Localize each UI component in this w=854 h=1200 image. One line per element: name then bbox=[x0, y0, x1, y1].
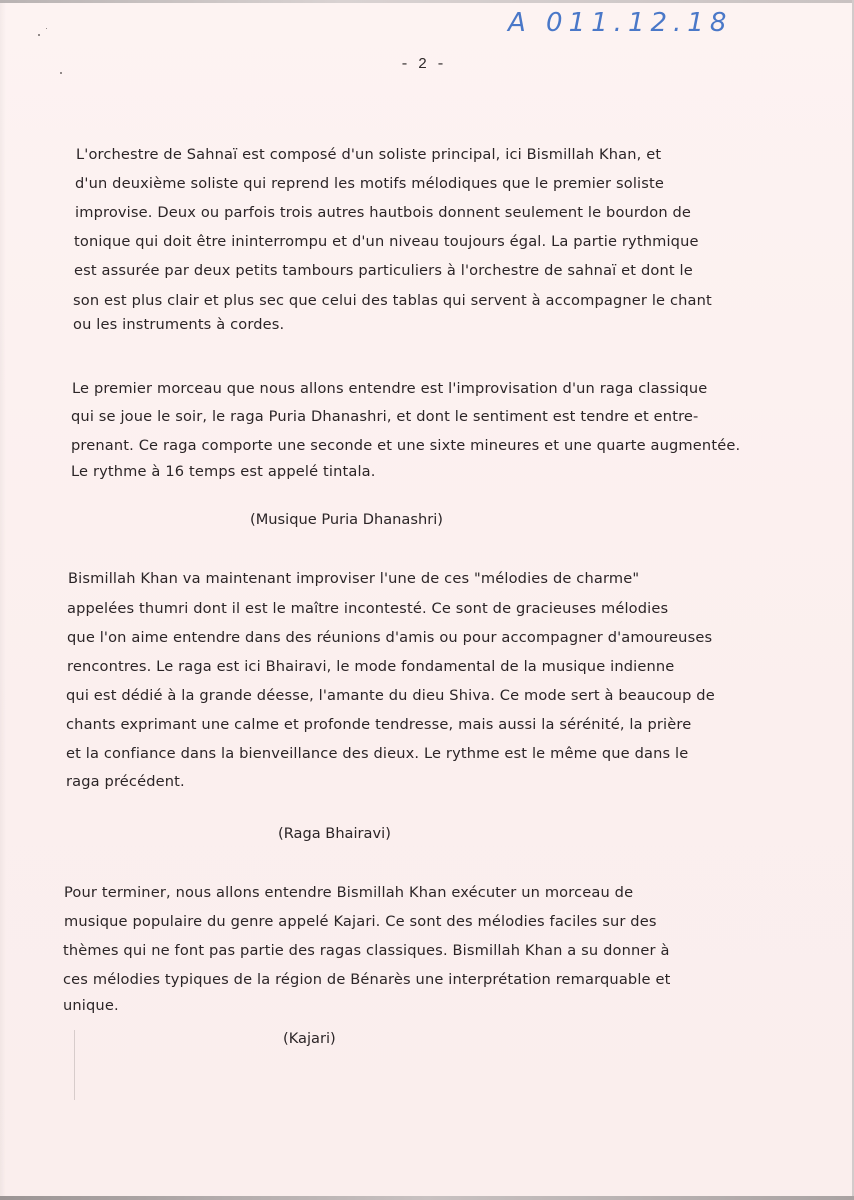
music-caption: (Kajari) bbox=[283, 1030, 336, 1047]
music-caption: (Musique Puria Dhanashri) bbox=[250, 511, 443, 528]
text-line: chants exprimant une calme et profonde tendresse, mais aussi la sérénité, la prière bbox=[66, 716, 692, 733]
page-number: - 2 - bbox=[400, 56, 446, 73]
text-line: Le premier morceau que nous allons entendre est l'improvisation d'un raga classique bbox=[72, 380, 708, 397]
paper-speck bbox=[46, 28, 47, 29]
page-bottom-edge bbox=[0, 1196, 854, 1200]
text-line: unique. bbox=[63, 997, 119, 1014]
page-top-edge bbox=[0, 0, 854, 3]
text-line: improvise. Deux ou parfois trois autres hautbois donnent seulement le bourdon de bbox=[75, 204, 692, 221]
text-line: L'orchestre de Sahnaï est composé d'un soliste principal, ici Bismillah Khan, et bbox=[76, 146, 662, 163]
text-line: son est plus clair et plus sec que celui des tablas qui servent à accompagner le chant bbox=[73, 292, 712, 309]
text-line: que l'on aime entendre dans des réunions d'amis ou pour accompagner d'amoureuses bbox=[67, 629, 713, 646]
text-line: Le rythme à 16 temps est appelé tintala. bbox=[71, 463, 376, 480]
text-line: appelées thumri dont il est le maître incontesté. Ce sont de gracieuses mélodies bbox=[67, 600, 669, 617]
text-line: Bismillah Khan va maintenant improviser l'une de ces "mélodies de charme" bbox=[68, 570, 640, 587]
text-line: d'un deuxième soliste qui reprend les motifs mélodiques que le premier soliste bbox=[75, 175, 664, 192]
text-line: rencontres. Le raga est ici Bhairavi, le mode fondamental de la musique indienne bbox=[67, 658, 675, 675]
text-line: qui se joue le soir, le raga Puria Dhanashri, et dont le sentiment est tendre et entre- bbox=[71, 408, 699, 425]
binder-margin-mark bbox=[74, 1030, 75, 1100]
music-caption: (Raga Bhairavi) bbox=[278, 825, 391, 842]
text-line: prenant. Ce raga comporte une seconde et une sixte mineures et une quarte augmentée. bbox=[71, 437, 741, 454]
text-line: thèmes qui ne font pas partie des ragas classiques. Bismillah Khan a su donner à bbox=[63, 942, 670, 959]
text-line: ces mélodies typiques de la région de Bénarès une interprétation remarquable et bbox=[63, 971, 671, 988]
text-line: qui est dédié à la grande déesse, l'amante du dieu Shiva. Ce mode sert à beaucoup de bbox=[66, 687, 715, 704]
text-line: tonique qui doit être ininterrompu et d'un niveau toujours égal. La partie rythmique bbox=[74, 233, 699, 250]
text-line: raga précédent. bbox=[66, 773, 185, 790]
handwritten-archive-code: A 011.12.18 bbox=[508, 8, 733, 38]
text-line: musique populaire du genre appelé Kajari. Ce sont des mélodies faciles sur des bbox=[64, 913, 657, 930]
text-line: et la confiance dans la bienveillance des dieux. Le rythme est le même que dans le bbox=[66, 745, 689, 762]
paper-speck bbox=[38, 34, 40, 36]
paper-speck bbox=[60, 72, 62, 74]
text-line: ou les instruments à cordes. bbox=[73, 316, 285, 333]
text-line: est assurée par deux petits tambours particuliers à l'orchestre de sahnaï et dont le bbox=[74, 262, 693, 279]
text-line: Pour terminer, nous allons entendre Bismillah Khan exécuter un morceau de bbox=[64, 884, 634, 901]
